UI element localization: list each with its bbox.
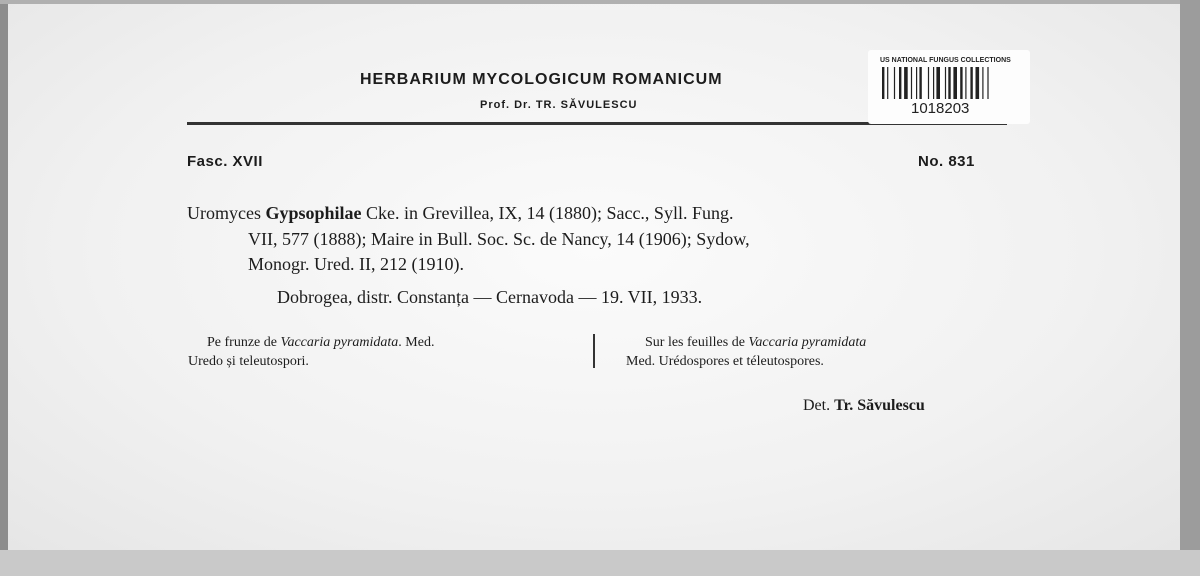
scan-bottom-strip xyxy=(0,550,1200,576)
barcode-sticker xyxy=(868,50,1030,124)
fascicle-label: Fasc. XVII xyxy=(187,153,263,170)
specimen-number: No. 831 xyxy=(918,153,975,170)
citation-line-2: VII, 577 (1888); Maire in Bull. Soc. Sc. de Nancy, 14 (1906); Sydow, xyxy=(248,229,750,249)
herbarium-title: HERBARIUM MYCOLOGICUM ROMANICUM xyxy=(360,71,723,88)
host-note-fr-host: Vaccaria pyramidata xyxy=(748,335,867,350)
language-divider xyxy=(593,334,595,368)
species-genus: Uromyces xyxy=(187,203,261,223)
scan-right-edge xyxy=(1180,0,1200,576)
determiner xyxy=(803,397,925,415)
determiner-name: Tr. Săvulescu xyxy=(834,397,925,414)
host-note-ro-prefix: Pe frunze de xyxy=(207,335,277,350)
host-note-fr-prefix: Sur les feuilles de xyxy=(645,335,745,350)
host-note-romanian-line-2: Uredo și teleutospori. xyxy=(188,354,309,369)
citation-line-1 xyxy=(187,203,733,224)
collection-locality: Dobrogea, distr. Constanța — Cernavoda — 19. VII, 1933. xyxy=(277,287,703,307)
barcode-number: 1018203 xyxy=(911,100,970,117)
host-note-ro-suffix: . Med. xyxy=(398,335,435,350)
host-note-french-line-2: Med. Urédospores et téleutospores. xyxy=(626,354,824,369)
determiner-prefix: Det. xyxy=(803,397,831,414)
barcode-icon xyxy=(882,67,1018,99)
host-note-romanian-line-1 xyxy=(207,335,434,351)
barcode-caption: US NATIONAL FUNGUS COLLECTIONS xyxy=(880,57,1011,64)
citation-line-1-rest: Cke. in Grevillea, IX, 14 (1880); Sacc., Syll. Fung. xyxy=(366,203,734,223)
citation-line-3: Monogr. Ured. II, 212 (1910). xyxy=(248,254,464,274)
species-epithet: Gypsophilae xyxy=(265,203,362,223)
curator-name: Prof. Dr. TR. SĂVULESCU xyxy=(480,99,638,111)
host-note-french-line-1 xyxy=(645,335,866,351)
host-note-ro-host: Vaccaria pyramidata xyxy=(280,335,399,350)
